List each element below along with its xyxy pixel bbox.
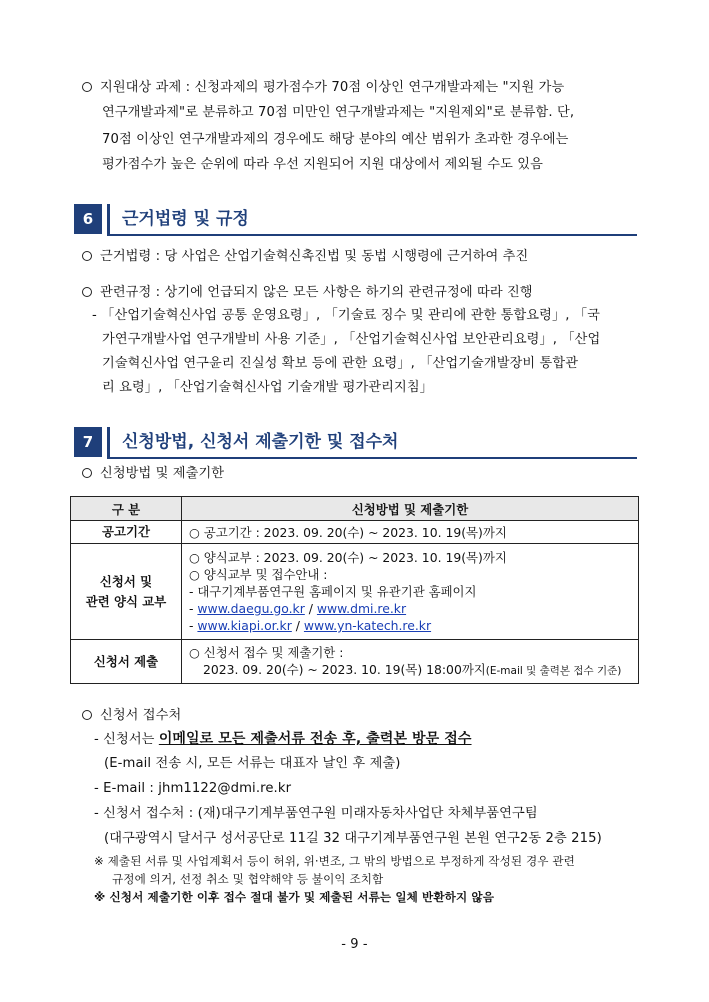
bullet-circle-icon (82, 251, 92, 261)
link-dmi[interactable]: www.dmi.re.kr (316, 601, 407, 616)
table-header-category: 구 분 (71, 497, 182, 521)
row-notice-period-content: ○ 공고기간 : 2023. 09. 20(수) ~ 2023. 10. 19(목)까지 (182, 521, 639, 544)
intro-line-3: 70점 이상인 연구개발과제의 경우에도 해당 분야의 예산 범위가 초과한 경우에는 (102, 132, 569, 147)
section-7-rule (107, 457, 637, 459)
section-7-title: 신청방법, 신청서 제출기한 및 접수처 (122, 432, 399, 452)
regulation-line-2: 가연구개발사업 연구개발비 사용 기준」, 「산업기술혁신사업 보안관리요령」, 「산업 (102, 332, 601, 347)
receipt-address: (대구광역시 달서구 성서공단로 11길 32 대구기계부품연구원 본원 연구2동 2층 215) (104, 831, 602, 846)
link-daegu[interactable]: www.daegu.go.kr (197, 601, 305, 616)
section-7-number: 7 (74, 427, 102, 457)
section-6-title: 근거법령 및 규정 (122, 209, 249, 229)
row-label-notice-period: 공고기간 (71, 521, 182, 544)
section-6-bar (107, 204, 110, 234)
note-1-line-1: ※ 제출된 서류 및 사업계획서 등이 허위, 위·변조, 그 밖의 방법으로 부정하게 작성된 경우 관련 (94, 854, 575, 868)
basis-law: 근거법령 : 당 사업은 산업기술혁신촉진법 및 동법 시행령에 근거하여 추진 (82, 248, 528, 266)
link-katech[interactable]: www.yn-katech.re.kr (303, 618, 432, 633)
note-2: ※ 신청서 제출기한 이후 접수 절대 불가 및 제출된 서류는 일체 반환하지 않음 (94, 890, 494, 904)
bullet-circle-icon (82, 468, 92, 478)
bullet-circle-icon (82, 710, 92, 720)
page-number: - 9 - (341, 937, 368, 952)
regulation-line-4: 리 요령」, 「산업기술혁신사업 기술개발 평가관리지침」 (102, 380, 433, 395)
receipt-email: - E-mail : jhm1122@dmi.re.kr (94, 781, 292, 796)
row-forms-content: ○ 양식교부 : 2023. 09. 20(수) ~ 2023. 10. 19(목)까지 ○ 양식교부 및 접수안내 : - 대구기계부품연구원 홈페이지 및 유관기관 홈페이지 - www.daegu.go.kr / www.dmi.re.kr - www.kiapi.or.kr / www.yn-katech.re.kr (182, 544, 639, 640)
row-label-submission: 신청서 제출 (71, 640, 182, 684)
application-table (70, 496, 639, 684)
section-7-bar (107, 427, 110, 457)
link-kiapi[interactable]: www.kiapi.or.kr (197, 618, 292, 633)
receipt-place: - 신청서 접수처 : (재)대구기계부품연구원 미래자동차사업단 차체부품연구팀 (94, 806, 538, 821)
section-6-number: 6 (74, 204, 102, 234)
note-1-line-2: 규정에 의거, 선정 취소 및 협약해약 등 불이익 조치함 (112, 872, 384, 886)
regulation-line-1: - 「산업기술혁신사업 공통 운영요령」, 「기술료 징수 및 관리에 관한 통합요령」, 「국 (92, 308, 600, 323)
row-label-forms: 신청서 및 관련 양식 교부 (71, 544, 182, 640)
intro-line-1: 지원대상 과제 : 신청과제의 평가점수가 70점 이상인 연구개발과제는 "지원 가능 (82, 79, 564, 97)
row-submission-content: ○ 신청서 접수 및 제출기한 : 2023. 09. 20(수) ~ 2023. 10. 19(목) 18:00까지(E-mail 및 출력본 접수 기준) (182, 640, 639, 684)
receipt-line-2: (E-mail 전송 시, 모든 서류는 대표자 날인 후 제출) (104, 756, 401, 771)
intro-line-4: 평가점수가 높은 순위에 따라 우선 지원되어 지원 대상에서 제외될 수도 있음 (102, 157, 543, 172)
receipt-heading: 신청서 접수처 (82, 707, 181, 725)
intro-line-2: 연구개발과제"로 분류하고 70점 미만인 연구개발과제는 "지원제외"로 분류함. 단, (102, 105, 575, 120)
bullet-circle-icon (82, 82, 92, 92)
regulations-intro: 관련규정 : 상기에 언급되지 않은 모든 사항은 하기의 관련규정에 따라 진행 (82, 284, 533, 302)
application-method-heading: 신청방법 및 제출기한 (82, 465, 224, 483)
regulation-line-3: 기술혁신사업 연구윤리 진실성 확보 등에 관한 요령」, 「산업기술개발장비 통합관 (102, 356, 579, 371)
table-header-method: 신청방법 및 제출기한 (182, 497, 639, 521)
bullet-circle-icon (82, 287, 92, 297)
receipt-line-1: - 신청서는 이메일로 모든 제출서류 전송 후, 출력본 방문 접수 (94, 731, 472, 747)
section-6-rule (107, 234, 637, 236)
